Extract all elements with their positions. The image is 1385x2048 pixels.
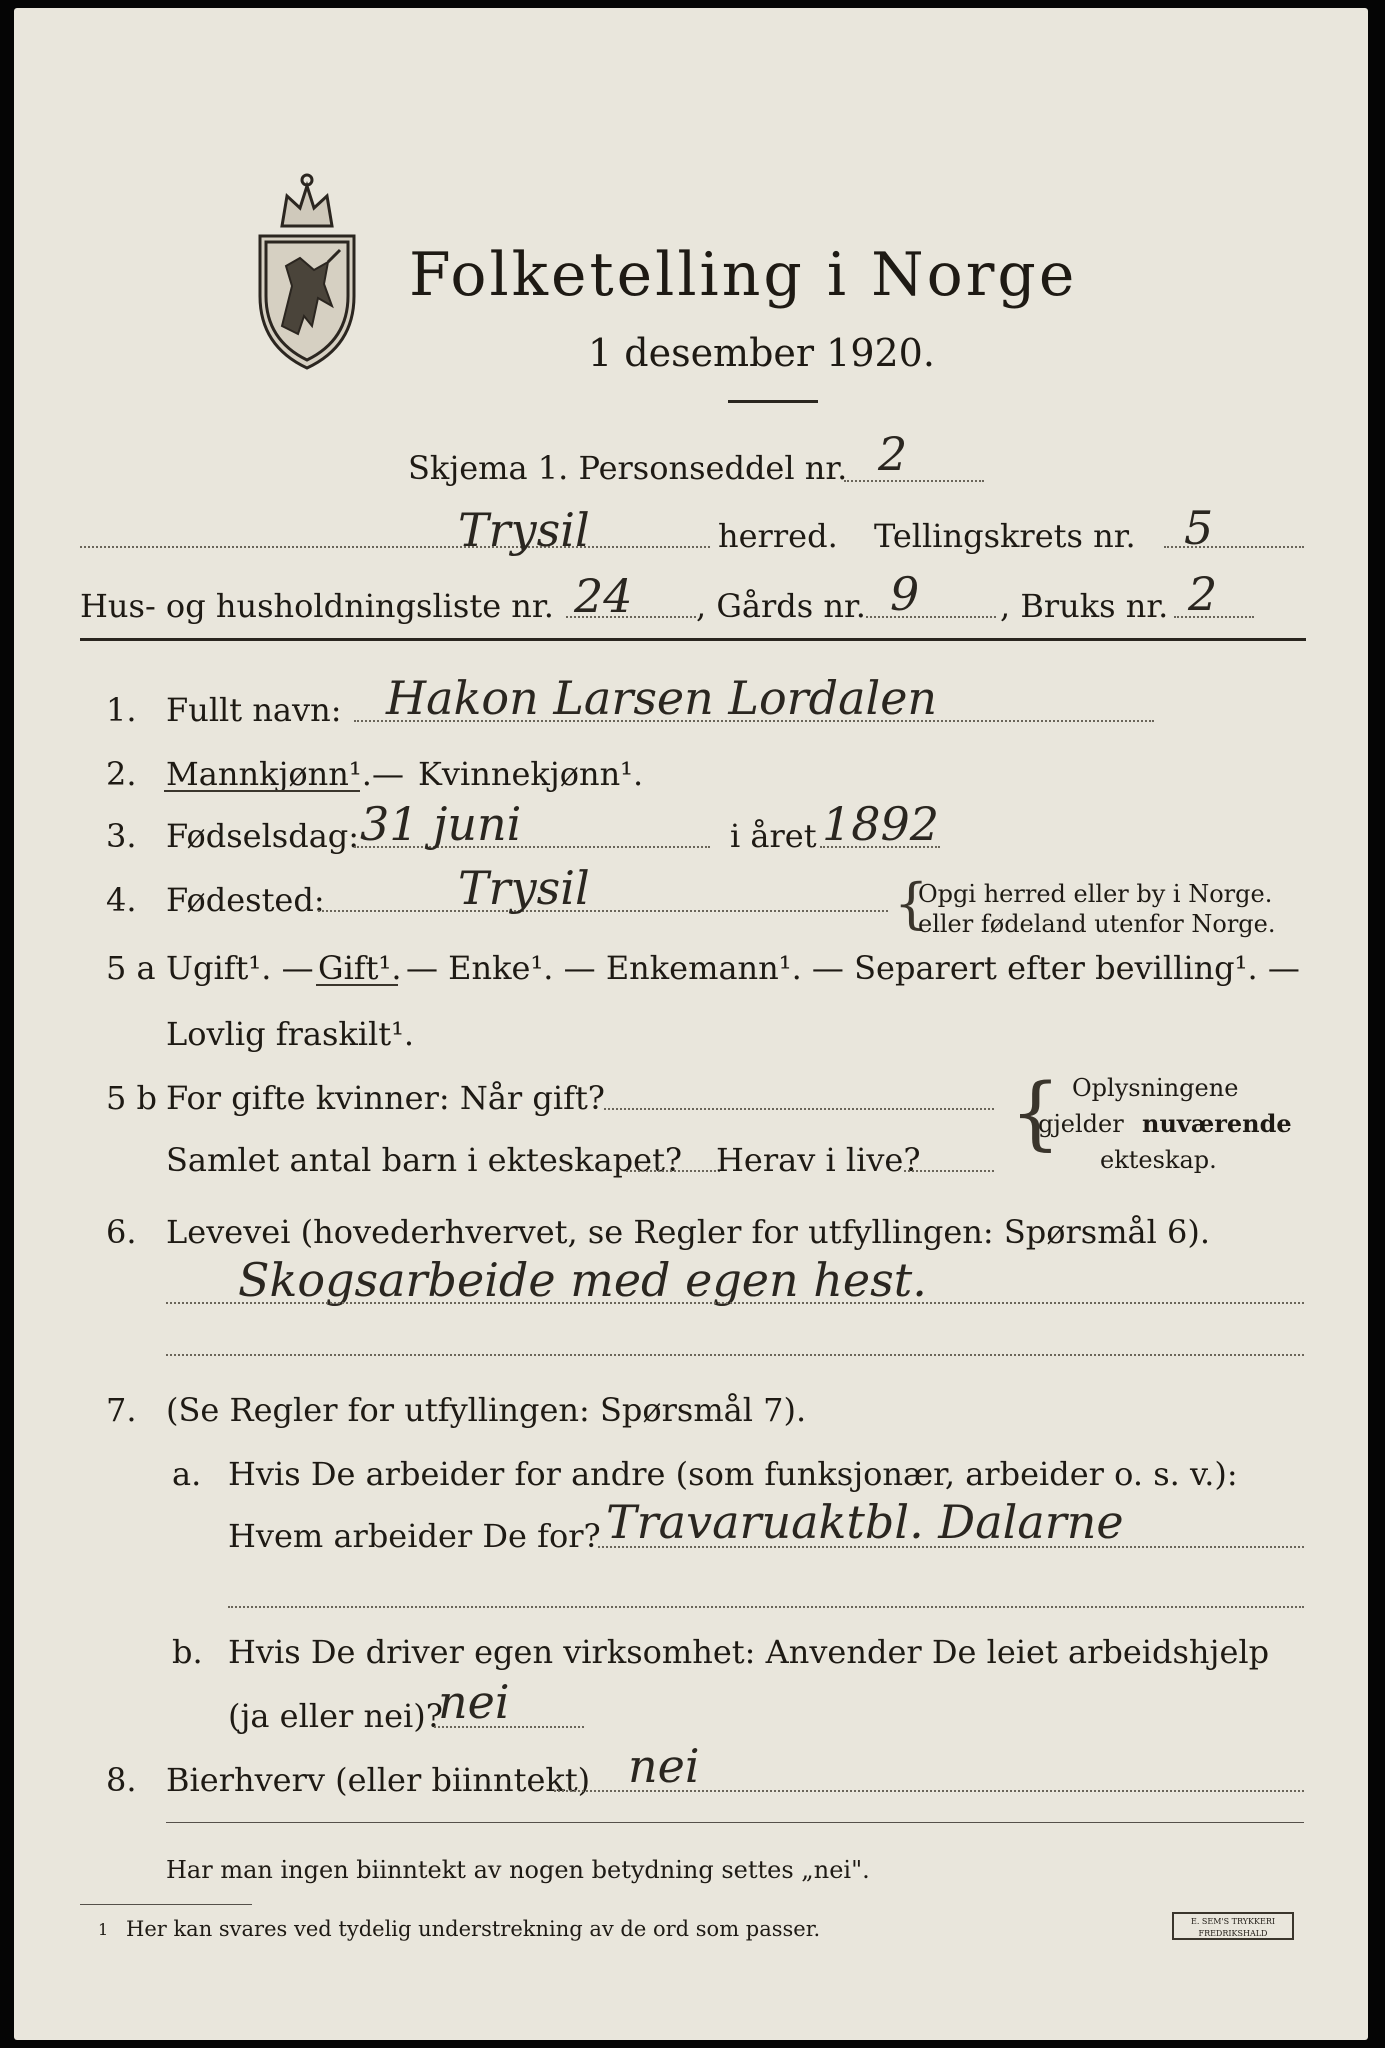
- q2-mann-underline: [164, 790, 360, 792]
- q6-field-2: [166, 1354, 1304, 1356]
- gards-label: , Gårds nr.: [696, 587, 866, 625]
- footer-note: Har man ingen biinntekt av nogen betydning settes „nei".: [166, 1856, 870, 1884]
- q6-label: Levevei (hovederhvervet, se Regler for utfyllingen: Spørsmål 6).: [166, 1213, 1211, 1251]
- q5a-gift-underline: [316, 984, 398, 986]
- title-divider: [728, 400, 818, 403]
- gards-field: [866, 616, 996, 618]
- personseddel-nr: 2: [878, 427, 908, 481]
- q5b-gift-field: [604, 1108, 994, 1110]
- footnote-divider: [80, 1904, 252, 1905]
- q7-number: 7.: [106, 1391, 137, 1429]
- q4-field: [318, 910, 888, 912]
- q7a-letter: a.: [172, 1455, 202, 1493]
- q8-label: Bierhverv (eller biinntekt): [166, 1761, 591, 1799]
- form-title: Folketelling i Norge: [409, 240, 1078, 310]
- q5b-label-1: For gifte kvinner: Når gift?: [166, 1079, 605, 1117]
- personseddel-field: [844, 480, 984, 482]
- footnote-text: Her kan svares ved tydelig understrekning av de ord som passer.: [126, 1917, 821, 1941]
- q2-sep: —: [372, 755, 404, 793]
- q2-kvinne: Kvinnekjønn¹.: [418, 755, 644, 793]
- q5b-live-field: [904, 1170, 994, 1172]
- q4-note-2: eller fødeland utenfor Norge.: [918, 910, 1276, 938]
- q5b-label-3: Herav i live?: [716, 1141, 921, 1179]
- q2-mann: Mannkjønn¹.: [166, 755, 372, 793]
- q7b-text: Hvis De driver egen virksomhet: Anvender De leiet arbeidshjelp: [228, 1633, 1270, 1671]
- q7a-text: Hvis De arbeider for andre (som funksjonær, arbeider o. s. v.):: [228, 1455, 1238, 1493]
- q4-value: Trysil: [458, 861, 590, 915]
- q4-brace: {: [894, 872, 929, 935]
- q7-label: (Se Regler for utfyllingen: Spørsmål 7).: [166, 1391, 807, 1429]
- printer-line-2: FREDRIKSHALD: [1198, 1929, 1268, 1938]
- q7a-field-2: [228, 1606, 1304, 1608]
- tellingskrets-nr: 5: [1184, 501, 1214, 555]
- q3-value: 31 juni: [360, 797, 522, 851]
- husliste-label: Hus- og husholdningsliste nr.: [80, 587, 554, 625]
- q5b-barn-field: [626, 1170, 720, 1172]
- herred-label: herred.: [718, 517, 838, 555]
- q7b-letter: b.: [172, 1633, 203, 1671]
- q5b-note-3: ekteskap.: [1100, 1146, 1217, 1174]
- q5b-brace: {: [1010, 1066, 1061, 1159]
- q7b-value: nei: [438, 1675, 510, 1729]
- printer-stamp: [1172, 1912, 1294, 1940]
- q1-label: Fullt navn:: [166, 691, 342, 729]
- footer-divider: [166, 1822, 1304, 1823]
- q5a-gift: Gift¹.: [318, 949, 402, 987]
- norwegian-coat-of-arms-icon: [242, 166, 372, 376]
- footnote-mark: 1: [98, 1920, 109, 1939]
- q7a-question: Hvem arbeider De for?: [228, 1517, 601, 1555]
- q5a-line2: Lovlig fraskilt¹.: [166, 1015, 415, 1053]
- q6-field-1: [166, 1302, 1304, 1304]
- q3-aret-label: i året: [730, 817, 817, 855]
- q8-number: 8.: [106, 1761, 137, 1799]
- tellingskrets-label: Tellingskrets nr.: [874, 517, 1136, 555]
- q5b-label-2: Samlet antal barn i ekteskapet?: [166, 1141, 683, 1179]
- herred-field: [80, 546, 710, 548]
- q5b-note-1: Oplysningene: [1072, 1074, 1239, 1102]
- q8-value: nei: [628, 1739, 700, 1793]
- gards-nr: 9: [890, 567, 920, 621]
- q3-number: 3.: [106, 817, 137, 855]
- census-date: 1 desember 1920.: [588, 331, 935, 375]
- bruks-label: , Bruks nr.: [1000, 587, 1169, 625]
- q4-note-1: Opgi herred eller by i Norge.: [918, 880, 1273, 908]
- q5b-note-2a: gjelder: [1038, 1110, 1124, 1138]
- census-form: [14, 8, 1368, 2040]
- q5a-ugift: Ugift¹. —: [166, 949, 314, 987]
- q1-value: Hakon Larsen Lordalen: [386, 671, 938, 725]
- q4-label: Fødested:: [166, 881, 325, 919]
- husliste-nr: 24: [574, 569, 633, 623]
- q6-value: Skogsarbeide med egen hest.: [238, 1253, 927, 1307]
- bruks-nr: 2: [1188, 567, 1218, 621]
- q6-number: 6.: [106, 1213, 137, 1251]
- q3-label: Fødselsdag:: [166, 817, 360, 855]
- skjema-label: Skjema 1. Personseddel nr.: [408, 449, 848, 487]
- q5b-number: 5 b: [106, 1079, 158, 1117]
- printer-line-1: E. SEM'S TRYKKERI: [1190, 1917, 1276, 1926]
- header-divider: [80, 638, 1306, 641]
- q2-number: 2.: [106, 755, 137, 793]
- q5a-rest: — Enke¹. — Enkemann¹. — Separert efter bevilling¹. —: [406, 949, 1300, 987]
- q4-number: 4.: [106, 881, 137, 919]
- q5a-number: 5 a: [106, 949, 156, 987]
- herred-value: Trysil: [458, 503, 590, 557]
- q7a-value: Travaruaktbl. Dalarne: [606, 1495, 1124, 1549]
- q7b-question: (ja eller nei)?: [228, 1697, 443, 1735]
- q5b-note-2b: nuværende: [1142, 1109, 1292, 1138]
- q1-number: 1.: [106, 691, 137, 729]
- q3-aret: 1892: [822, 797, 940, 851]
